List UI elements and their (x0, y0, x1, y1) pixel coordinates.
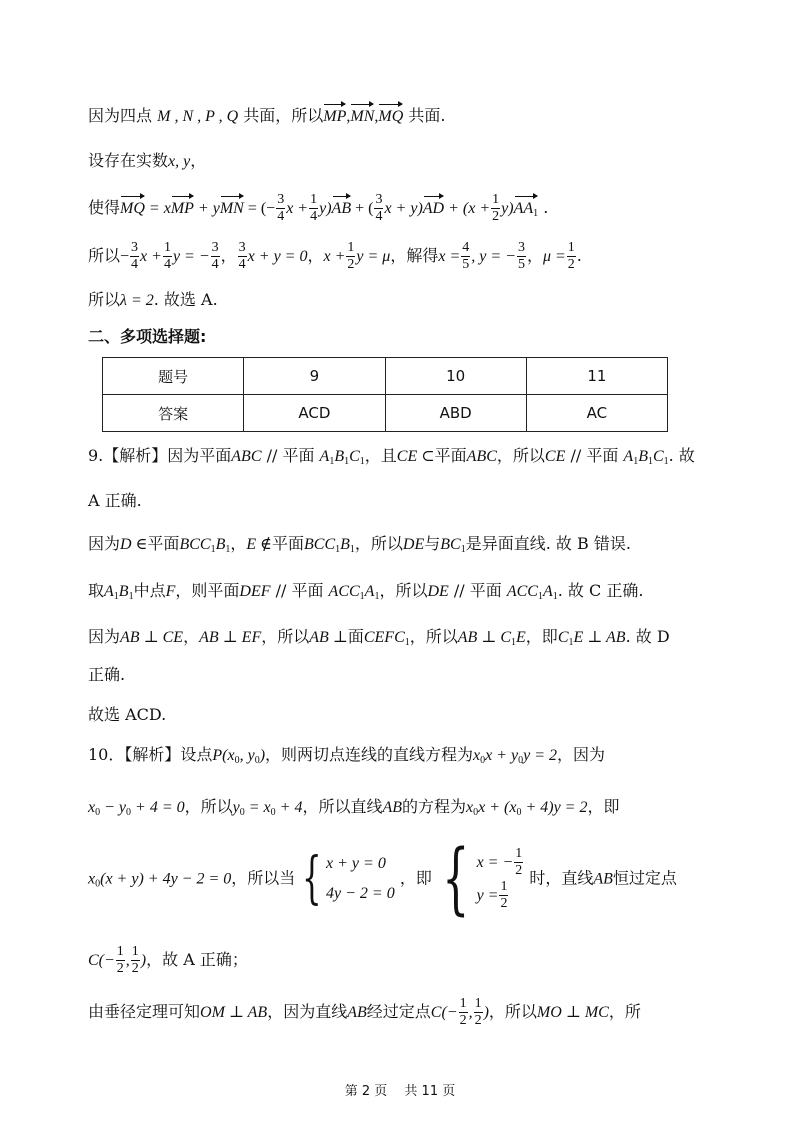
q9-line-2: A 正确. (88, 491, 142, 510)
q9-line-7: 故选 ACD. (88, 705, 167, 724)
table-cell: 11 (526, 358, 667, 395)
q10-line-2: $x_0 - y_0 + 4 = 0$，所以$y_0 = x_0 + 4$，所以直线AB的方程为$x_0x + (x_0 + 4)y = 2$，即 (88, 797, 620, 818)
text-line-2: 设存在实数x, y， (88, 151, 207, 170)
table-cell: 题号 (103, 358, 244, 395)
table-cell: ACD (244, 395, 385, 432)
q9-line-5: 因为AB ⊥ CE，AB ⊥ EF，所以AB ⊥面$CEFC_1$，所以AB ⊥ $C_1E$，即$C_1E$ ⊥ AB. 故 D (88, 627, 670, 648)
q10-line-5: 由垂径定理可知OM ⊥ AB，因为直线AB经过定点C(− $\frac{1}{2}$ , $\frac{1}{2}$ )，所以MO ⊥ MC，所 (88, 996, 641, 1028)
text-line-5: 所以λ = 2. 故选 A. (88, 290, 218, 309)
table-cell: 9 (244, 358, 385, 395)
table-cell: AC (526, 395, 667, 432)
table-row (103, 358, 668, 395)
q9-line-1: 9.【解析】因为平面ABC // 平面 $A_1B_1C_1$，且CE ⊂平面ABC，所以CE // 平面 $A_1B_1C_1$. 故 (88, 446, 695, 467)
text-line-3: 使得MQ = xMP + yMN = (− $\frac{3}{4}$ x + $\frac{1}{4}$ y)AB + ( $\frac{3}{4}$ x + y)AD + (x + $\frac{1}{2}$ $y)AA_1$ . (88, 192, 549, 224)
page-footer: 第 2 页 共 11 页 (344, 1084, 456, 1099)
q9-line-4: 取$A_1B_1$中点F，则平面DEF // 平面 $ACC_1A_1$，所以DE // 平面 $ACC_1A_1$. 故 C 正确. (88, 581, 644, 602)
q10-line-4: C(− $\frac{1}{2}$ , $\frac{1}{2}$ )，故 A 正确； (88, 944, 248, 976)
table-cell: ABD (385, 395, 526, 432)
q10-line-1: 10．【解析】设点$P(x_0$, $y_0$)，则两切点连线的直线方程为$x_0x + y_0y = 2$，因为 (88, 745, 606, 766)
q9-line-6: 正确. (88, 665, 126, 684)
equation-system-1: { x + y = 0 4y − 2 = 0 (302, 846, 395, 911)
text-line-1: 因为四点 M , N , P , Q 共面，所以MP,MN,MQ 共面. (88, 103, 445, 128)
equation-system-2: { x = − $\frac{1}{2}$ y = $\frac{1}{2}$ (442, 834, 523, 924)
text-line-4: 所以− $\frac{3}{4}$ x + $\frac{1}{4}$ y = − $\frac{3}{4}$ ， $\frac{3}{4}$ x + y = 0，x + $\frac{1}{2}$ y = μ，解得x = $\frac{4}{5}$ , y = − $\frac{3}{5}$ ，μ = $\frac{1}{2}$ . (88, 240, 582, 272)
q9-line-3: 因为D ∈平面$BCC_1B_1$，E ∉平面$BCC_1B_1$，所以DE与$BC_1$是异面直线. 故 B 错误. (88, 534, 631, 555)
answer-table (102, 357, 668, 432)
q10-line-3: $x_0(x + y) + 4y - 2 = 0$，所以当 { x + y = 0 4y − 2 = 0 ，即 { x = − $\frac{1}{2}$ y = $\frac{1}{2}$ 时，直线AB恒过定点 (88, 834, 677, 924)
section-heading: 二、多项选择题: (88, 327, 207, 346)
table-cell: 答案 (103, 395, 244, 432)
table-row (103, 395, 668, 432)
table-cell: 10 (385, 358, 526, 395)
